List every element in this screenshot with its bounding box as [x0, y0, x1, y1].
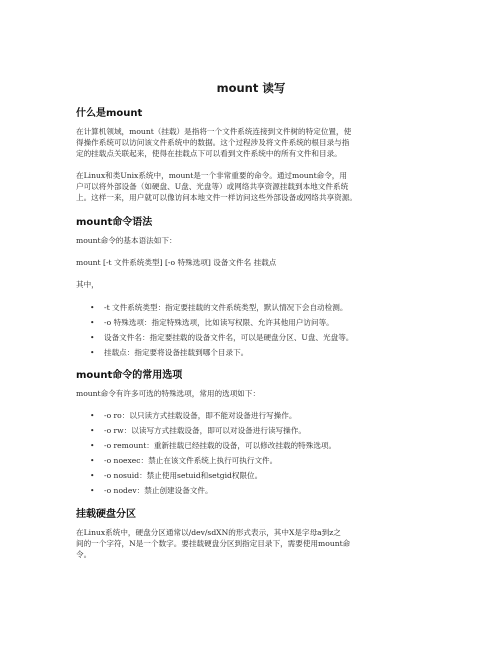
list-item: -o rw：以读写方式挂载设备，即可以对设备进行读写操作。 — [104, 426, 306, 435]
list-item: -o nosuid：禁止使用setuid和setgid权限位。 — [104, 471, 263, 480]
paragraph-line: 间的一个字符，N是一个数字。要挂载硬盘分区到指定目录下，需要使用mount命 — [76, 539, 351, 548]
heading-mount-disk-partition: 挂载硬盘分区 — [76, 509, 136, 520]
paragraph-line: mount命令的基本语法如下： — [76, 236, 177, 245]
paragraph-line: 得操作系统可以访问该文件系统中的数据。这个过程涉及将文件系统的根目录与指 — [76, 138, 350, 147]
list-item: -o ro：以只读方式挂载设备，即不能对设备进行写操作。 — [104, 411, 297, 420]
paragraph-line: 令。 — [76, 550, 92, 559]
bullet-icon: • — [90, 318, 95, 327]
list-item: -o 特殊选项：指定特殊选项，比如读写权限、允许其他用户访问等。 — [104, 318, 334, 327]
paragraph-line: 户可以将外部设备（如硬盘、U盘、光盘等）或网络共享资源挂载到本地文件系统 — [76, 182, 349, 191]
list-item: -o remount：重新挂载已经挂载的设备，可以修改挂载的特殊选项。 — [104, 441, 337, 450]
bullet-icon: • — [90, 441, 95, 450]
list-item: -t 文件系统类型：指定要挂载的文件系统类型，默认情况下会自动检测。 — [104, 303, 348, 312]
list-item: -o nodev：禁止创建设备文件。 — [104, 486, 213, 495]
bullet-icon: • — [90, 426, 95, 435]
list-item: -o noexec：禁止在该文件系统上执行可执行文件。 — [104, 456, 278, 465]
paragraph-line: 在Linux和类Unix系统中，mount是一个非常重要的命令。通过mount命令，用 — [76, 171, 347, 180]
paragraph-line: 其中， — [76, 280, 99, 289]
paragraph-line: 上。这样一来，用户就可以像访问本地文件一样访问这些外部设备或网络共享资源。 — [76, 193, 357, 202]
paragraph-line: 在Linux系统中，硬盘分区通常以/dev/sdXN的形式表示，其中X是字母a到z之 — [76, 528, 341, 537]
page-title: mount 读写 — [216, 81, 286, 95]
list-item: 设备文件名：指定要挂载的设备文件名，可以是硬盘分区、U盘、光盘等。 — [104, 333, 354, 342]
bullet-icon: • — [90, 303, 95, 312]
paragraph-line: mount命令有许多可选的特殊选项，常用的选项如下： — [76, 389, 261, 398]
bullet-icon: • — [90, 471, 95, 480]
paragraph-line: 定的挂载点关联起来，使得在挂载点下可以看到文件系统中的所有文件和目录。 — [76, 149, 342, 158]
bullet-icon: • — [90, 486, 95, 495]
list-item: 挂载点：指定要将设备挂载到哪个目录下。 — [104, 348, 249, 357]
heading-mount-syntax: mount命令语法 — [76, 217, 153, 228]
bullet-icon: • — [90, 411, 95, 420]
paragraph-line: 在计算机领域，mount（挂载）是指将一个文件系统连接到文件树的特定位置，使 — [76, 127, 352, 136]
heading-what-is-mount: 什么是mount — [76, 108, 143, 119]
heading-mount-options: mount命令的常用选项 — [76, 370, 183, 381]
bullet-icon: • — [90, 348, 95, 357]
bullet-icon: • — [90, 333, 95, 342]
syntax-line: mount [-t 文件系统类型] [-o 特殊选项] 设备文件名 挂载点 — [76, 258, 277, 267]
bullet-icon: • — [90, 456, 95, 465]
